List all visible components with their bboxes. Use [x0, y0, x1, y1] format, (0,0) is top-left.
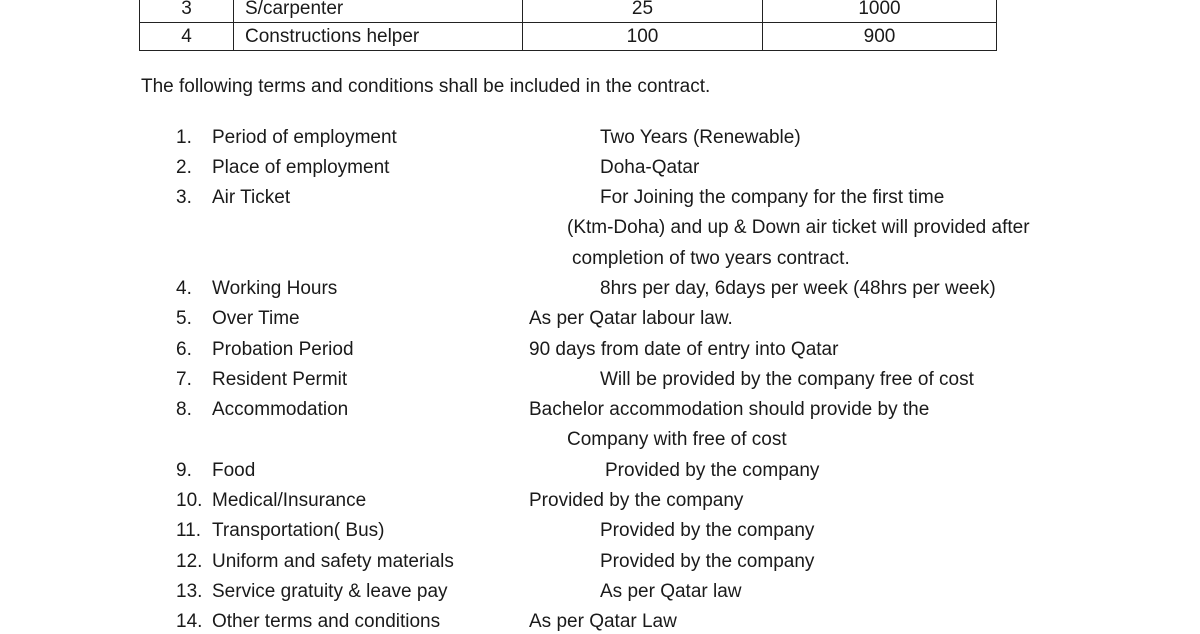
term-label: Resident Permit	[212, 369, 348, 390]
term-label: Air Ticket	[212, 187, 291, 208]
term-label: Transportation( Bus)	[212, 520, 385, 541]
term-value: Doha-Qatar	[600, 157, 700, 178]
term-value: Two Years (Renewable)	[600, 127, 801, 148]
term-number: 7.	[176, 369, 192, 390]
term-number: 8.	[176, 399, 192, 420]
term-value: As per Qatar labour law.	[529, 308, 733, 329]
term-label: Other terms and conditions	[212, 611, 441, 632]
term-value: 8hrs per day, 6days per week (48hrs per week)	[600, 278, 996, 299]
term-value: 90 days from date of entry into Qatar	[529, 339, 839, 360]
position-quantity: 100	[523, 23, 763, 51]
term-number: 11.	[176, 520, 202, 541]
term-number: 6.	[176, 339, 192, 360]
term-label: Uniform and safety materials	[212, 551, 454, 572]
term-value: Provided by the company	[600, 520, 815, 541]
term-number: 2.	[176, 157, 192, 178]
term-number: 4.	[176, 278, 192, 299]
term-value: completion of two years contract.	[572, 248, 850, 269]
table-row	[140, 23, 997, 51]
term-label: Probation Period	[212, 339, 354, 360]
position-name: Constructions helper	[234, 23, 523, 51]
term-number: 14.	[176, 611, 203, 632]
term-number: 5.	[176, 308, 192, 329]
term-value: Provided by the company	[605, 460, 820, 481]
term-label: Over Time	[212, 308, 300, 329]
term-number: 12.	[176, 551, 203, 572]
term-value: Provided by the company	[600, 551, 815, 572]
table-row	[140, 0, 997, 23]
term-number: 13.	[176, 581, 203, 602]
term-number: 3.	[176, 187, 192, 208]
term-label: Working Hours	[212, 278, 338, 299]
term-label: Period of employment	[212, 127, 397, 148]
intro-paragraph: The following terms and conditions shall be included in the contract.	[141, 76, 711, 97]
position-salary: 1000	[763, 0, 997, 23]
positions-table	[139, 0, 997, 51]
term-value: Will be provided by the company free of cost	[600, 369, 974, 390]
term-value: For Joining the company for the first time	[600, 187, 945, 208]
position-quantity: 25	[523, 0, 763, 23]
term-value: As per Qatar law	[600, 581, 742, 602]
position-name: S/carpenter	[234, 0, 523, 23]
term-label: Medical/Insurance	[212, 490, 367, 511]
term-value: (Ktm-Doha) and up & Down air ticket will provided after	[567, 217, 1030, 238]
position-salary: 900	[763, 23, 997, 51]
row-number: 4	[140, 23, 234, 51]
term-number: 9.	[176, 460, 192, 481]
term-label: Service gratuity & leave pay	[212, 581, 448, 602]
term-value: As per Qatar Law	[529, 611, 677, 632]
term-number: 10.	[176, 490, 203, 511]
term-label: Place of employment	[212, 157, 390, 178]
term-value: Bachelor accommodation should provide by the	[529, 399, 930, 420]
row-number: 3	[140, 0, 234, 23]
term-number: 1.	[176, 127, 192, 148]
term-label: Accommodation	[212, 399, 349, 420]
term-value: Provided by the company	[529, 490, 744, 511]
term-label: Food	[212, 460, 256, 481]
term-value: Company with free of cost	[567, 429, 787, 450]
